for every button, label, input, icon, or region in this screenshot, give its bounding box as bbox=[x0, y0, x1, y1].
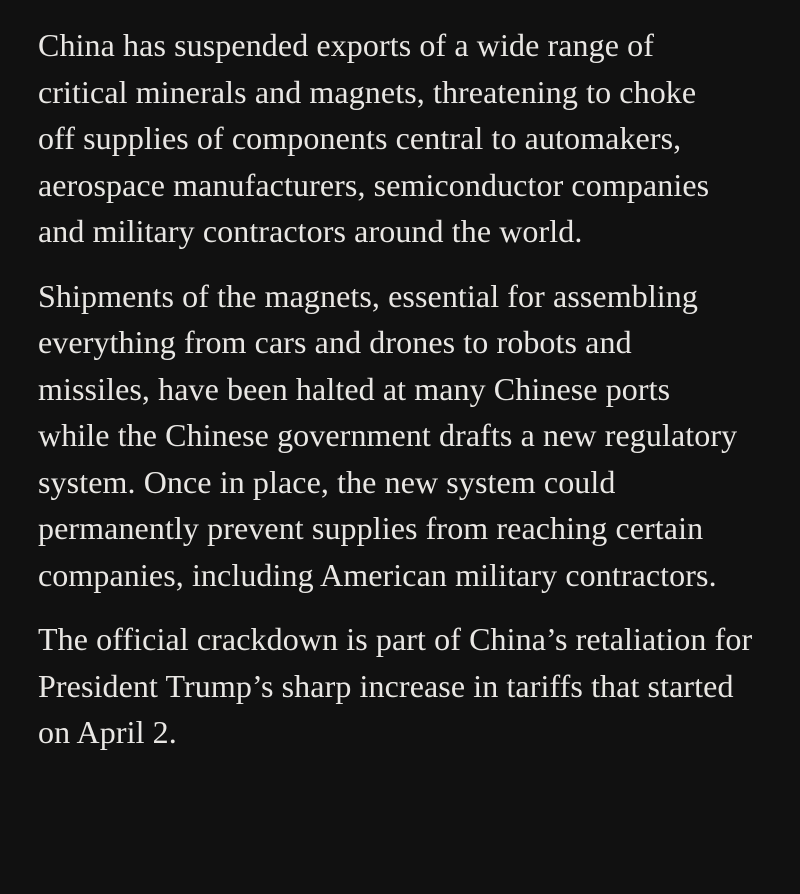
article-paragraph-2: Shipments of the magnets, essential for assembling everything from cars and drones to robots and missiles, have been halted at many Chinese ports while the Chinese government drafts a new regulatory system. Once in place, the new system could permanently prevent supplies from reaching certain companies, including American military contractors. bbox=[38, 277, 738, 593]
article-paragraph-3: The official crackdown is part of China’s retaliation for President Trump’s sharp increase in tariffs that started on April 2. bbox=[38, 621, 753, 750]
article-paragraph-1: China has suspended exports of a wide range of critical minerals and magnets, threatening to choke off supplies of components central to automakers, aerospace manufacturers, semiconductor companies and military contractors around the world. bbox=[38, 27, 710, 249]
